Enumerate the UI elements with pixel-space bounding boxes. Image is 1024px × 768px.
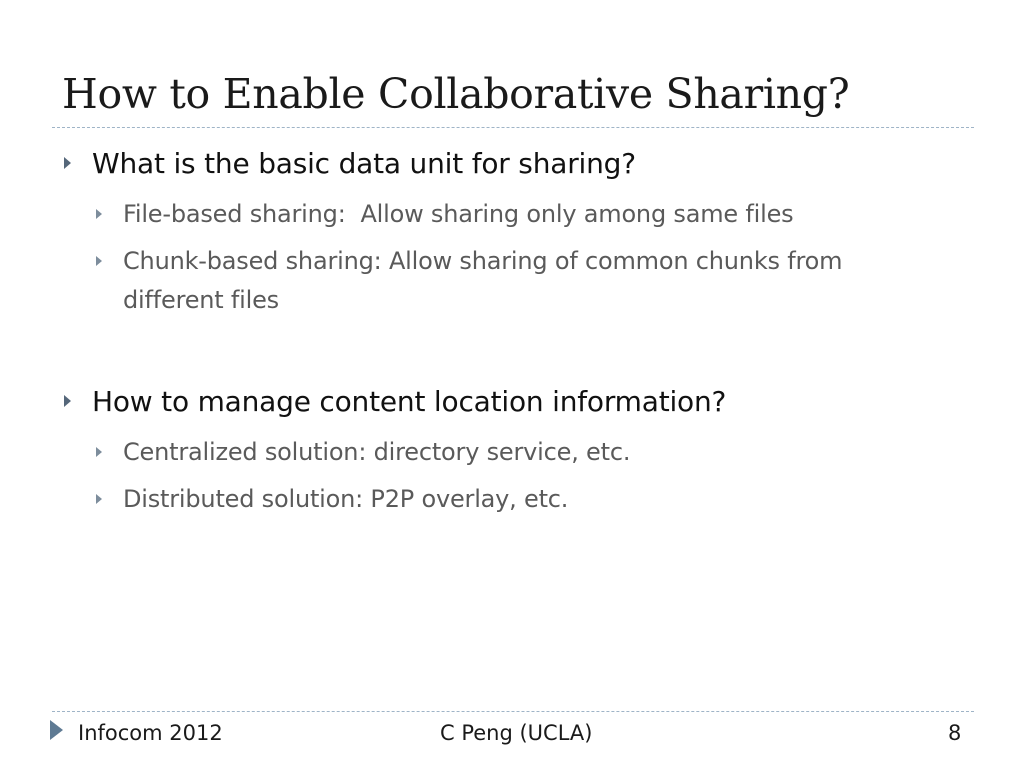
bullet-arrow-icon bbox=[64, 395, 71, 407]
footer-author: C Peng (UCLA) bbox=[440, 721, 593, 745]
title-divider bbox=[52, 127, 974, 128]
sub-bullet-arrow-icon bbox=[96, 256, 102, 266]
sub-bullet-item bbox=[123, 242, 842, 320]
bullet-item bbox=[92, 385, 726, 418]
sub-bullet-text: Distributed solution: P2P overlay, etc. bbox=[123, 485, 569, 513]
footer-divider bbox=[52, 711, 974, 712]
sub-bullet-text: Centralized solution: directory service, etc. bbox=[123, 438, 631, 466]
sub-bullet-arrow-icon bbox=[96, 494, 102, 504]
bullet-item bbox=[92, 147, 636, 180]
page-number: 8 bbox=[948, 721, 962, 745]
sub-bullet-arrow-icon bbox=[96, 447, 102, 457]
bullet-text: How to manage content location information? bbox=[92, 385, 727, 418]
bullet-text: What is the basic data unit for sharing? bbox=[92, 147, 636, 180]
footer-arrow-icon bbox=[50, 720, 63, 740]
sub-bullet-item bbox=[123, 433, 630, 472]
sub-bullet-text: File-based sharing: Allow sharing only among same files bbox=[123, 200, 794, 228]
sub-bullet-text-line-1: Chunk-based sharing: Allow sharing of common chunks from bbox=[123, 247, 843, 275]
sub-bullet-item bbox=[123, 195, 793, 234]
sub-bullet-item bbox=[123, 480, 568, 519]
sub-bullet-arrow-icon bbox=[96, 209, 102, 219]
footer-conference: Infocom 2012 bbox=[78, 721, 223, 745]
slide-title: How to Enable Collaborative Sharing? bbox=[62, 70, 850, 118]
bullet-arrow-icon bbox=[64, 157, 71, 169]
sub-bullet-text-line-2: different files bbox=[123, 286, 279, 314]
